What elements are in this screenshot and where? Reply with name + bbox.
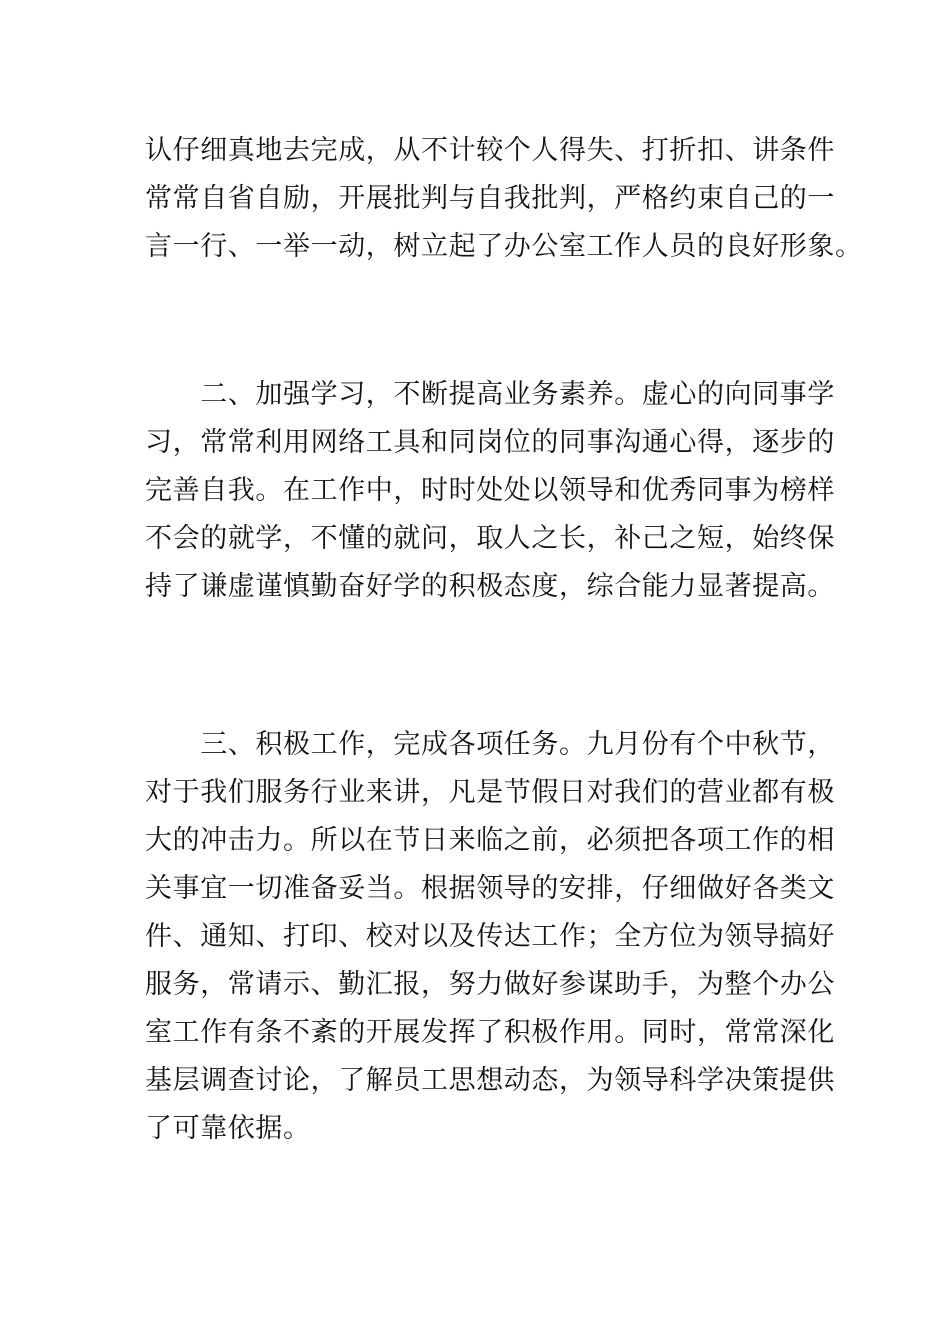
paragraph-line: 持了谦虚谨慎勤奋好学的积极态度，综合能力显著提高。 [145,571,835,602]
paragraph-line: 大的冲击力。所以在节日来临之前，必须把各项工作的相 [145,825,835,856]
paragraph-line: 言一行、一举一动，树立起了办公室工作人员的良好形象。 [145,231,863,262]
paragraph-line: 三、积极工作，完成各项任务。九月份有个中秋节， [145,729,835,760]
paragraph-line: 完善自我。在工作中，时时处处以领导和优秀同事为榜样 [145,475,835,506]
paragraph-line: 基层调查讨论，了解员工思想动态，为领导科学决策提供 [145,1065,835,1096]
paragraph-line: 关事宜一切准备妥当。根据领导的安排，仔细做好各类文 [145,873,835,904]
paragraph-line: 不会的就学，不懂的就问，取人之长，补己之短，始终保 [145,523,835,554]
paragraph-3 [145,721,835,1153]
paragraph-line: 了可靠依据。 [145,1113,311,1144]
paragraph-line: 二、加强学习，不断提高业务素养。虚心的向同事学 [145,379,835,410]
paragraph-line: 常常自省自励，开展批判与自我批判，严格约束自己的一 [145,183,835,214]
paragraph-line: 对于我们服务行业来讲，凡是节假日对我们的营业都有极 [145,777,835,808]
paragraph-2 [145,371,835,611]
paragraph-line: 件、通知、打印、校对以及传达工作；全方位为领导搞好 [145,921,835,952]
paragraph-line: 习，常常利用网络工具和同岗位的同事沟通心得，逐步的 [145,427,835,458]
paragraph-line: 服务，常请示、勤汇报，努力做好参谋助手，为整个办公 [145,969,835,1000]
paragraph-line: 室工作有条不紊的开展发挥了积极作用。同时，常常深化 [145,1017,835,1048]
paragraph-1 [145,127,863,271]
paragraph-line: 认仔细真地去完成，从不计较个人得失、打折扣、讲条件 [145,135,835,166]
